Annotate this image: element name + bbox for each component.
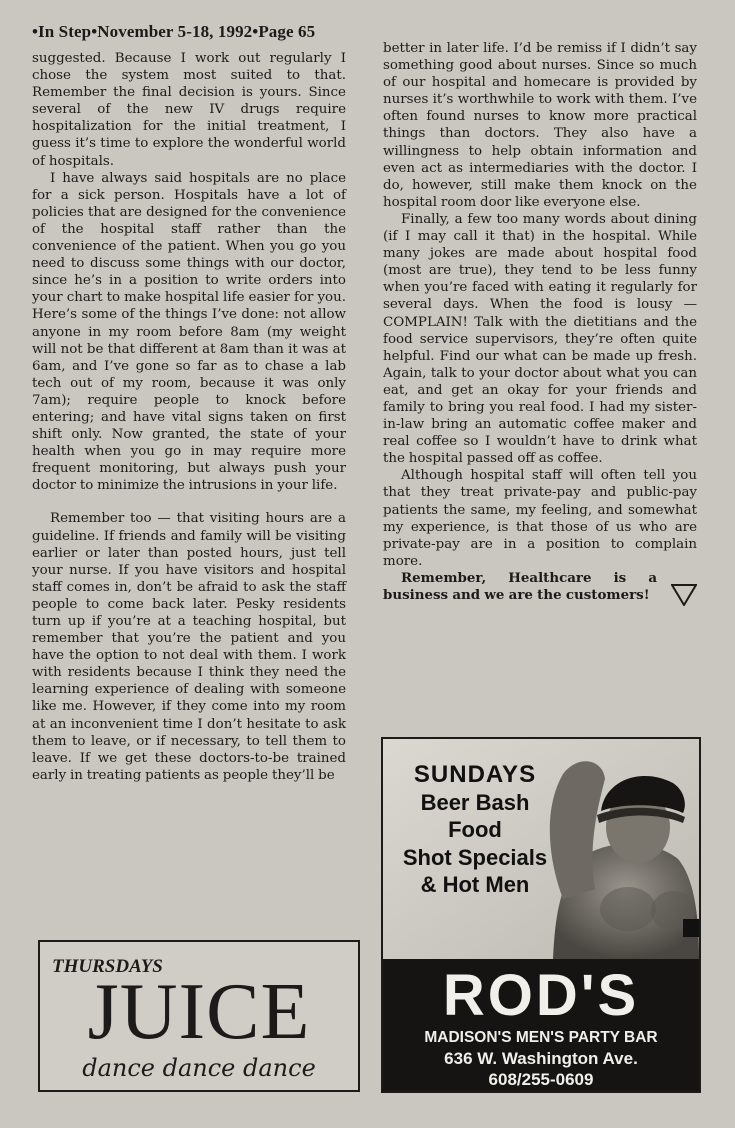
closing-statement: Remember, Healthcare is a business and we are the customers! bbox=[383, 569, 657, 603]
ad-line: Food bbox=[448, 817, 502, 842]
page-header: •In Step•November 5-18, 1992•Page 65 bbox=[32, 22, 316, 41]
paragraph: Remember too — that visiting hours are a guideline. If friends and family will be visiting earlier or later than posted hours, just tell your nurse. If you have visitors and hospital staff comes in, don’t be afraid to ask the staff people to come back later. Pesky residents turn up if you’re at a teaching hospital, but remember that you’re the patient and you have the option to not deal with them. I work with residents because I think they need the learning experience of dealing with someone like me. However, if they come into my room at an inconvenient time I don’t hesitate to ask them to leave, or if necessary, to tell them to leave. If we get these doctors-to-be trained early in treating patients as people they’ll be bbox=[32, 511, 346, 783]
ad-event-list bbox=[385, 761, 565, 899]
ad-line: & Hot Men bbox=[420, 872, 530, 897]
ad-bar-info bbox=[383, 959, 699, 1091]
article-left-column bbox=[32, 50, 346, 784]
ad-tagline: dance dance dance bbox=[82, 1054, 316, 1082]
paragraph: I have always said hospitals are no place for a sick person. Hospitals have a lot of policies that are designed for the convenience of the hospital staff rather than the convenience of the patient. When you go you need to discuss some things with our doctor, since he’s in a position to write orders into your chart to make hospital life easier for you. Here’s some of the things I’ve done: not allow anyone in my room before 8am (my weight will not be that different at 8am than it was at 6am, and I’ve gone so far as to chase a lab tech out of my room, because it was only 7am); require people to knock before entering; and have vital signs taken on first shift only. Now granted, the state of your health when you go in may require more frequent monitoring, but always push your doctor to minimize the intrusions in your life. bbox=[32, 170, 346, 494]
ad-venue-name: JUICE bbox=[87, 968, 311, 1056]
paragraph: suggested. Because I work out regularly I chose the system most suited to that. Remember the final decision is yours. Since several of the new IV drugs require hospitalization for the initial treatment, I guess it’s time to explore the wonderful world of hospitals. bbox=[32, 51, 346, 169]
paragraph: Although hospital staff will often tell you that they treat private-pay and public-pay patients the same, my feeling, and somewhat my experience, is that those of us who are private-pay are in a position to complain more. bbox=[383, 468, 697, 569]
ad-bar-name: ROD'S bbox=[442, 963, 640, 1028]
ad-line: Shot Specials bbox=[402, 844, 548, 870]
rods-advertisement bbox=[381, 737, 701, 1093]
ad-line: Beer Bash bbox=[420, 789, 530, 815]
ad-line: SUNDAYS bbox=[413, 761, 537, 788]
ad-day: THURSDAYS bbox=[52, 956, 163, 977]
ad-bar-phone: 608/255-0609 bbox=[488, 1070, 594, 1089]
end-mark-icon bbox=[671, 584, 697, 606]
ad-bar-address: 636 W. Washington Ave. bbox=[444, 1049, 638, 1068]
article-right-column bbox=[383, 40, 697, 604]
paragraph: better in later life. I’d be remiss if I didn’t say something good about nurses. Since so much of our hospital and homecare is provided by nurses it’s worthwhile to work with them. I’ve often found nurses to know more practical things than doctors. They also have a willingness to help obtain information and even act as intermediaries with the doctor. I do, however, still make them knock on the hospital room door like everyone else. bbox=[383, 41, 697, 210]
paragraph: Finally, a few too many words about dining (if I may call it that) in the hospital. While many jokes are made about hospital food (most are true), they tend to be less funny when you’re faced with eating it regularly for several days. When the food is lousy — COMPLAIN! Talk with the dietitians and the food service supervisors, they’re often quite helpful. Find our what can be made up fresh. Again, talk to your doctor about what you can eat, and get an okay for your friends and family to bring you real food. I had my sister-in-law bring an automatic coffee maker and real coffee so I wouldn’t have to drink what the hospital passed off as coffee. bbox=[383, 211, 697, 467]
ad-bar-subtitle: MADISON'S MEN'S PARTY BAR bbox=[424, 1029, 658, 1046]
juice-advertisement bbox=[38, 940, 360, 1092]
